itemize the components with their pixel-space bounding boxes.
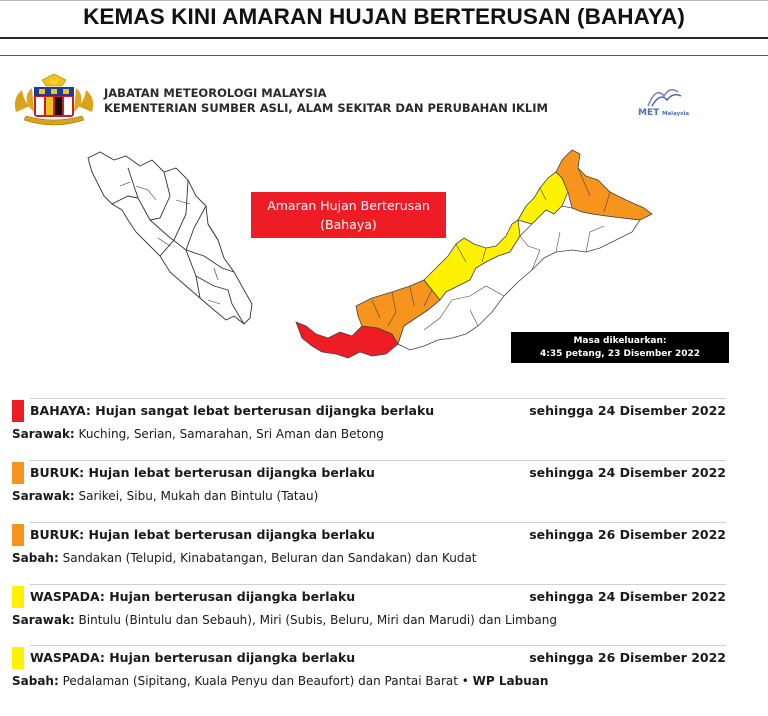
map-label-line1: Amaran Hujan Berterusan (267, 198, 430, 213)
issued-time-box (511, 332, 729, 363)
warning-item (8, 398, 726, 456)
warning-item (8, 460, 726, 518)
warning-condition: WASPADA: Hujan berterusan dijangka berlaku (30, 650, 356, 665)
warning-condition: BURUK: Hujan lebat berterusan dijangka berlaku (30, 465, 375, 480)
warning-state: Sarawak: (12, 613, 75, 627)
top-border (0, 0, 768, 1)
map-warning-label (251, 192, 446, 238)
warning-item (8, 645, 726, 703)
title-divider (0, 55, 768, 56)
ministry-name: KEMENTERIAN SUMBER ASLI, ALAM SEKITAR DAN PERUBAHAN IKLIM (104, 101, 548, 115)
warning-state: Sarawak: (12, 489, 75, 503)
warning-area-list: Sarikei, Sibu, Mukah dan Bintulu (Tatau) (78, 489, 319, 503)
peninsular-malaysia-map (88, 152, 252, 324)
level-color-swatch (12, 462, 24, 484)
warning-area-list: Sandakan (Telupid, Kinabatangan, Beluran dan Sandakan) dan Kudat (62, 551, 477, 565)
warning-until: sehingga 24 Disember 2022 (529, 403, 726, 418)
warning-separator (30, 398, 726, 399)
warning-condition: BAHAYA: Hujan sangat lebat berterusan dijangka berlaku (30, 403, 435, 418)
warning-separator (30, 584, 726, 585)
warning-area-list: Bintulu (Bintulu dan Sebauh), Miri (Subis, Beluru, Miri dan Marudi) dan Limbang (78, 613, 557, 627)
warning-areas (12, 489, 318, 503)
warning-area-list: Pedalaman (Sipitang, Kuala Penyu dan Beaufort) dan Pantai Barat • (62, 674, 473, 688)
page-title: KEMAS KINI AMARAN HUJAN BERTERUSAN (BAHAYA) (83, 4, 685, 29)
east-malaysia-map (296, 150, 652, 358)
warning-item (8, 584, 726, 642)
warning-separator (30, 645, 726, 646)
warning-areas (12, 674, 548, 688)
met-malaysia-logo (634, 82, 724, 122)
warning-until: sehingga 24 Disember 2022 (529, 465, 726, 480)
warning-condition: WASPADA: Hujan berterusan dijangka berlaku (30, 589, 356, 604)
warning-condition: BURUK: Hujan lebat berterusan dijangka berlaku (30, 527, 375, 542)
warning-until: sehingga 26 Disember 2022 (529, 650, 726, 665)
agency-name: JABATAN METEOROLOGI MALAYSIA (104, 86, 327, 100)
issued-time: 4:35 petang, 23 Disember 2022 (539, 349, 701, 359)
warning-item (8, 522, 726, 580)
map-label-line2: (Bahaya) (320, 217, 377, 232)
warning-until: sehingga 26 Disember 2022 (529, 527, 726, 542)
met-logo-text: MET (638, 108, 660, 118)
issued-title: Masa dikeluarkan: (573, 336, 667, 346)
warning-areas (12, 613, 557, 627)
warning-until: sehingga 24 Disember 2022 (529, 589, 726, 604)
level-color-swatch (12, 647, 24, 669)
warning-areas (12, 427, 384, 441)
warning-state: Sarawak: (12, 427, 75, 441)
level-color-swatch (12, 400, 24, 422)
warning-separator (30, 460, 726, 461)
warning-areas (12, 551, 477, 565)
met-logo-country: Malaysia (662, 111, 690, 117)
warning-separator (30, 522, 726, 523)
warning-state: Sabah: (12, 551, 59, 565)
level-color-swatch (12, 524, 24, 546)
warning-extra: WP Labuan (472, 674, 549, 688)
warning-state: Sabah: (12, 674, 59, 688)
level-color-swatch (12, 586, 24, 608)
coat-of-arms-logo (10, 72, 98, 130)
warning-area-list: Kuching, Serian, Samarahan, Sri Aman dan Betong (78, 427, 384, 441)
title-underline (0, 37, 768, 39)
